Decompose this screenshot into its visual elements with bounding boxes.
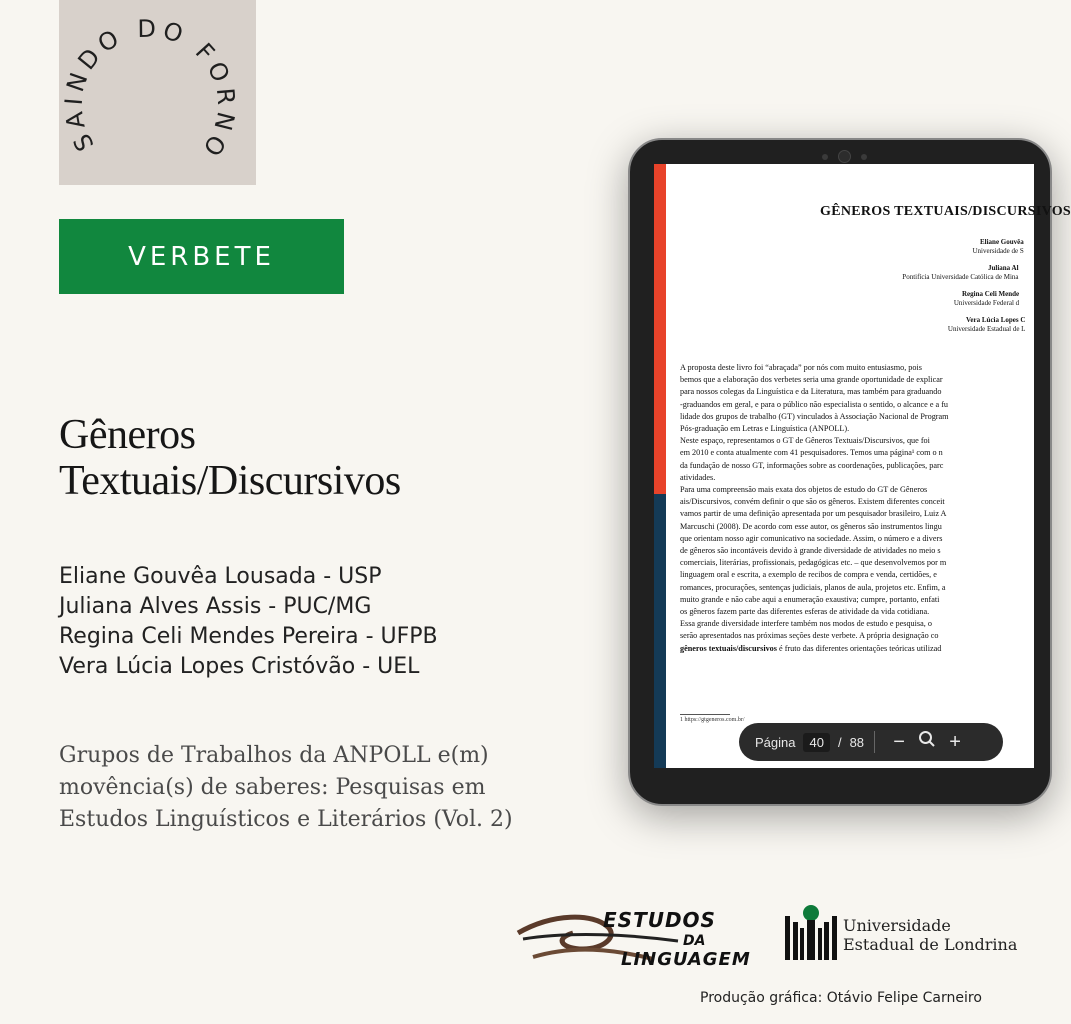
series-line: movência(s) de saberes: Pesquisas em: [59, 775, 486, 800]
tablet-camera: [822, 150, 867, 163]
body-line: Marcuschi (2008). De acordo com esse autor, os gêneros são instrumentos lingu: [680, 521, 942, 531]
accent-stripe-red: [654, 164, 666, 494]
body-line: vamos partir de uma definição apresentada por um pesquisador brasileiro, Luiz A: [680, 509, 947, 519]
body-line-rest: é fruto das diferentes orientações teóricas utilizad: [776, 643, 942, 653]
estudos-da-linguagem-logo: [513, 905, 758, 970]
book-series-title: [59, 740, 539, 836]
affiliation: [953, 290, 1020, 308]
body-line: ais/Discursivos, convém definir o que são os gêneros. Existem diferentes conceit: [680, 497, 945, 507]
body-line: serão apresentados nas próximas seções deste verbete. A própria designação co: [680, 631, 939, 641]
title-line: Gêneros: [59, 412, 196, 458]
affiliation-author: Vera Lúcia Lopes C: [966, 316, 1026, 324]
series-line: Grupos de Trabalhos da ANPOLL e(m): [59, 743, 489, 768]
body-line: lidade dos grupos de trabalho (GT) vinculados à Associação Nacional de Program: [680, 411, 949, 421]
page-separator: /: [837, 734, 842, 750]
uel-name: [843, 916, 1017, 954]
document-body: [680, 362, 1060, 655]
author-item: Juliana Alves Assis - PUC/MG: [59, 594, 372, 619]
zoom-in-button[interactable]: +: [949, 730, 961, 753]
current-page-input[interactable]: 40: [803, 733, 829, 752]
pdf-page-toolbar: [739, 723, 1003, 761]
zoom-icon[interactable]: [913, 730, 941, 754]
body-line: Para uma compreensão mais exata dos objetos de estudo do GT de Gêneros: [680, 485, 928, 495]
accent-stripe-blue: [654, 494, 666, 768]
author-item: Vera Lúcia Lopes Cristóvão - UEL: [59, 654, 420, 679]
title-line: Textuais/Discursivos: [59, 458, 401, 504]
affiliation-author: Regina Celi Mende: [962, 290, 1020, 298]
body-line: Pós-graduação em Letras e Linguística (ANPOLL).: [680, 424, 850, 434]
affiliation-author: Eliane Gouvêa: [980, 238, 1024, 246]
book-chapter-title: [59, 412, 499, 504]
series-line: Estudos Linguísticos e Literários (Vol. 2): [59, 807, 513, 832]
body-line: romances, procurações, sentenças judiciais, planos de aula, projetos etc. Enfim, a: [680, 582, 946, 592]
author-item: Eliane Gouvêa Lousada - USP: [59, 564, 382, 589]
affiliation: [947, 316, 1026, 334]
body-line: linguagem oral e escrita, a exemplo de recibos de compra e venda, certidões, e: [680, 570, 937, 580]
uel-name-line: Universidade: [843, 916, 951, 935]
logo-text-linguagem: LINGUAGEM: [621, 949, 751, 970]
badge-text: SAINDO DO FORNO: [59, 14, 241, 166]
body-line: comerciais, literárias, profissionais, pedagógicas etc. – que desenvolvemos por m: [680, 558, 947, 568]
body-line: bemos que a elaboração dos verbetes seria uma grande oportunidade de explicar: [680, 375, 943, 385]
uel-emblem-icon: [783, 904, 839, 962]
page-label: Página: [755, 734, 796, 750]
uel-name-line: Estadual de Londrina: [843, 935, 1018, 954]
footnote: 1 https://gtgeneros.com.br/: [680, 717, 745, 723]
body-line: atividades.: [680, 472, 716, 482]
tablet-mockup: [628, 138, 1071, 806]
footnote-rule: [680, 714, 730, 715]
body-line: que orientam nosso agir comunicativo na sociedade. Assim, o número e a divers: [680, 533, 943, 543]
body-line: os gêneros fazem parte das diferentes esferas de atividade da vida cotidiana.: [680, 607, 930, 617]
body-line: em 2010 e conta atualmente com 41 pesquisadores. Temos uma página¹ com o n: [680, 448, 943, 458]
saindo-do-forno-badge: [59, 0, 256, 185]
bold-term: gêneros textuais/discursivos: [680, 643, 777, 653]
affiliation-institution: Universidade Federal d: [953, 299, 1020, 307]
affiliation: [896, 264, 1019, 282]
body-line: de gêneros são incontáveis devido à grande diversidade de atividades no meio s: [680, 546, 941, 556]
logo-text-da: DA: [683, 933, 706, 949]
document-title: GÊNEROS TEXTUAIS/DISCURSIVOS: [820, 204, 1071, 219]
svg-text:SAINDO DO FORNO: [59, 15, 240, 165]
total-pages: 88: [849, 734, 865, 750]
logo-text-estudos: ESTUDOS: [603, 908, 716, 932]
verbete-label: VERBETE: [59, 219, 344, 294]
pdf-viewer-screen[interactable]: [654, 164, 1071, 768]
body-line: [680, 643, 1060, 655]
author-list: [59, 562, 539, 682]
body-line: Neste espaço, representamos o GT de Gêneros Textuais/Discursivos, que foi: [680, 436, 930, 446]
affiliation-institution: Universidade Estadual de L: [947, 325, 1026, 333]
body-line: -graduandos em geral, e para o público não especialista o sentido, o alcance e a fu: [680, 399, 949, 409]
body-line: Essa grande diversidade interfere também nos modos de estudo e pesquisa, o: [680, 619, 932, 629]
zoom-out-button[interactable]: −: [893, 730, 905, 753]
body-line: para nossos colegas da Linguística e da Literatura, mas também para graduando: [680, 387, 942, 397]
body-line: muito grande e não cabe aqui a enumeração exaustiva; cumpre, portanto, enfati: [680, 594, 940, 604]
uel-logo: [783, 904, 1019, 962]
body-line: da fundação de nosso GT, informações sobre as coordenações, publicações, parc: [680, 460, 944, 470]
affiliation-author: Juliana Al: [988, 264, 1019, 272]
pdf-page: [680, 164, 1071, 768]
affiliation-institution: Pontifícia Universidade Católica de Mina: [902, 273, 1019, 281]
body-line: A proposta deste livro foi “abraçada” por nós com muito entusiasmo, pois: [680, 363, 922, 372]
affiliation-institution: Universidade de S: [972, 247, 1024, 255]
author-item: Regina Celi Mendes Pereira - UFPB: [59, 624, 438, 649]
graphic-production-credit: Produção gráfica: Otávio Felipe Carneiro: [700, 990, 982, 1006]
affiliation: [972, 238, 1024, 256]
toolbar-divider: [874, 731, 875, 753]
